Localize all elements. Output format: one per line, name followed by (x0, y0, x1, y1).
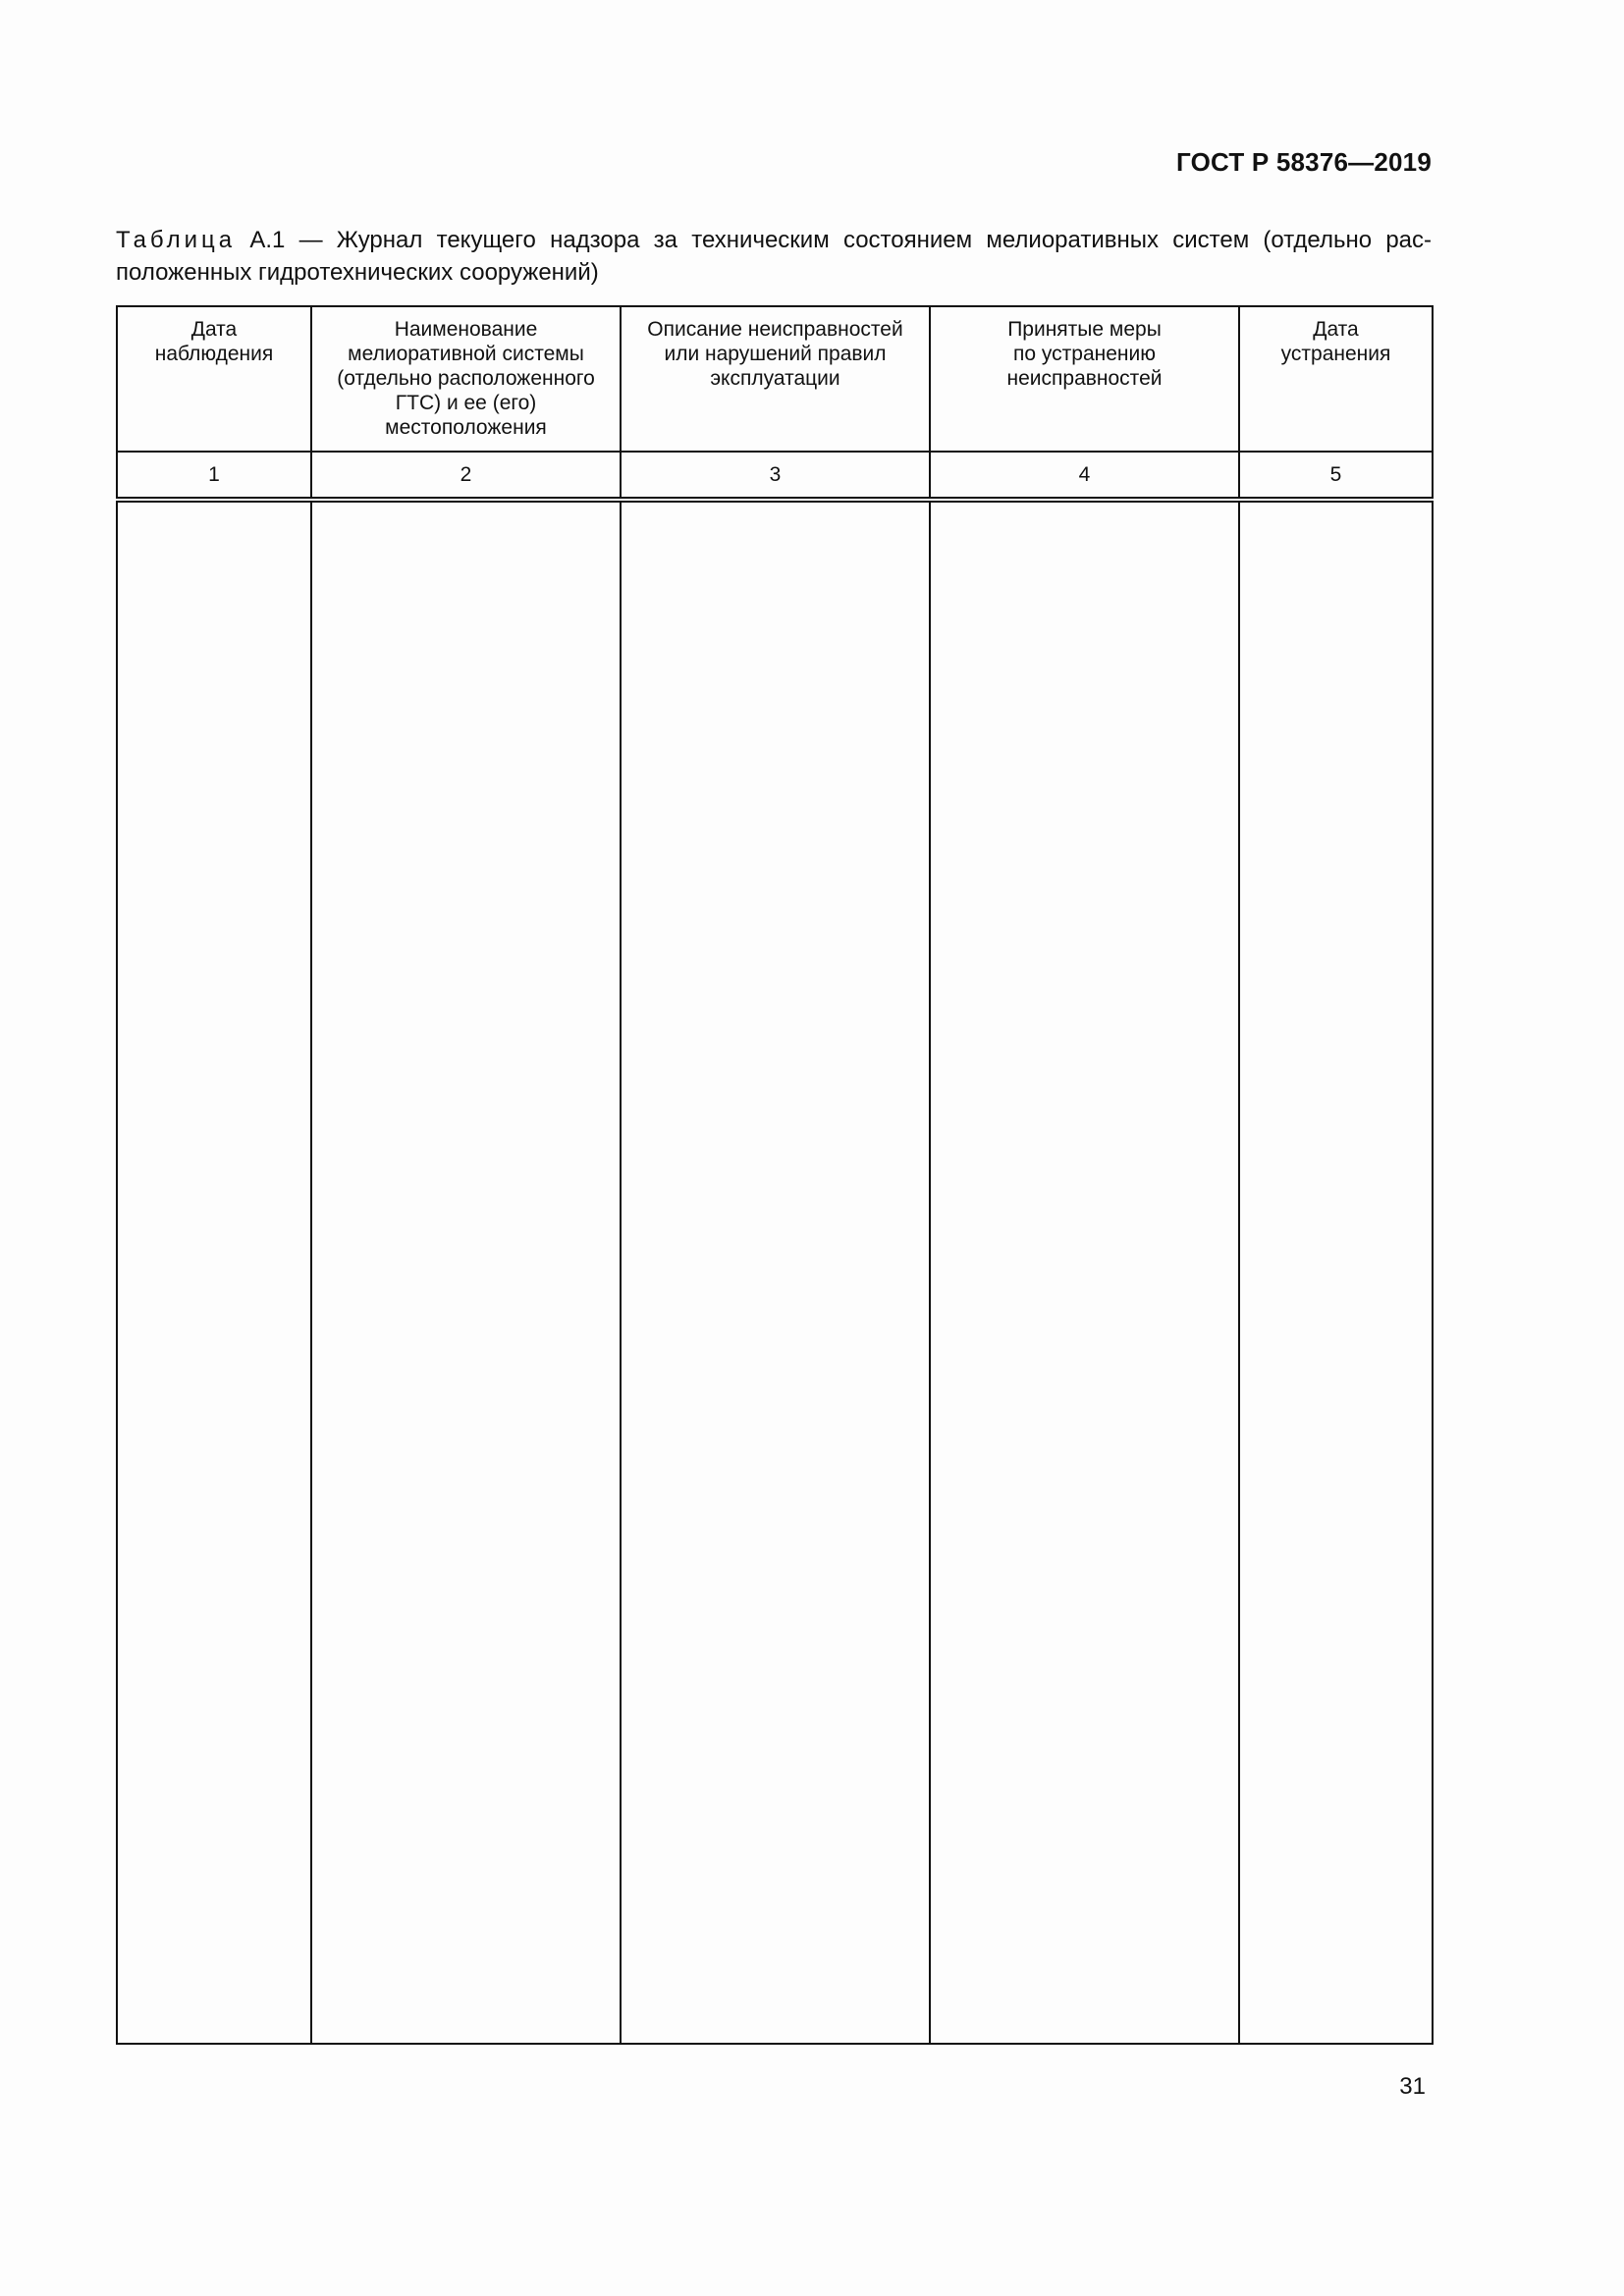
header-label: Дата устранения (1280, 318, 1391, 365)
empty-entry-cell (117, 500, 311, 2044)
header-label: Наименование мелиоративной системы (отдельно расположенного ГТС) и ее (его) местоположения (337, 318, 595, 439)
column-number-cell: 2 (311, 452, 621, 500)
header-label: Дата наблюдения (154, 318, 274, 365)
column-number-cell: 4 (930, 452, 1239, 500)
header-cell-observation-date (117, 306, 311, 452)
column-number-cell: 3 (621, 452, 930, 500)
table-body-row (117, 500, 1433, 2044)
column-number-row (117, 452, 1433, 500)
empty-entry-cell (311, 500, 621, 2044)
empty-entry-cell (621, 500, 930, 2044)
caption-text: А.1 — Журнал текущего надзора за техническим состоянием мелиоративных систем (отдельно рас-положенных гидротехнических сооружений) (116, 227, 1432, 286)
page-number: 31 (1399, 2073, 1426, 2100)
document-code: ГОСТ Р 58376—2019 (1176, 147, 1432, 177)
table-header-row (117, 306, 1433, 452)
header-cell-system-name (311, 306, 621, 452)
header-cell-fault-description (621, 306, 930, 452)
journal-table (116, 305, 1434, 2045)
header-cell-measures-taken (930, 306, 1239, 452)
empty-entry-cell (930, 500, 1239, 2044)
header-label: Принятые меры по устранению неисправностей (1006, 318, 1163, 390)
column-number-cell: 5 (1239, 452, 1433, 500)
empty-entry-cell (1239, 500, 1433, 2044)
column-number-cell: 1 (117, 452, 311, 500)
table-caption (116, 224, 1432, 289)
header-label: Описание неисправностей или нарушений правил эксплуатации (647, 318, 903, 390)
caption-prefix: Таблица (116, 227, 237, 253)
header-cell-fix-date (1239, 306, 1433, 452)
